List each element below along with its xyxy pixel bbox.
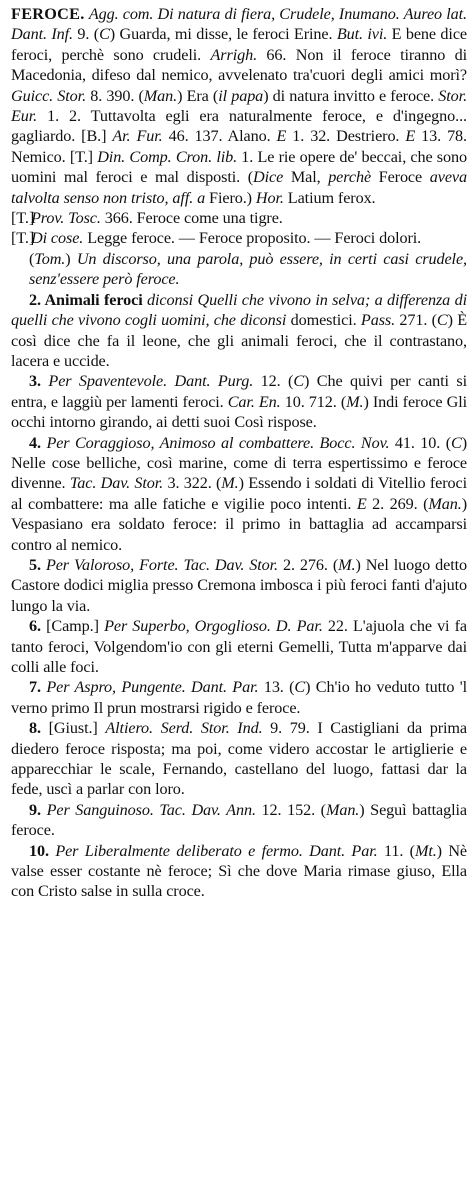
senses-list xyxy=(11,290,467,902)
example-proverb: [T.]Prov. Tosc. 366. Feroce come una tigre. xyxy=(11,209,283,228)
tommaseo-note: (Tom.) Un discorso, una parola, può essere, in certi casi crudele, senz'essere però feroce. xyxy=(29,249,467,289)
sense-2: 2. Animali feroci diconsi Quelli che vivono in selva; a differenza di quelli che vivono cogli uomini, che diconsi domestici. Pass. 271. (C) È così dice che fa il leone, che gli animali feroci, che il contrastano, lacera e uccide. xyxy=(11,290,468,370)
sense-6: 6. [Camp.] Per Superbo, Orgoglioso. D. Par. 22. L'ajuola che vi fa tanto feroci, Volgendom'io con gli eterni Gemelli, Tutta m'apparve dai colli alle foci. xyxy=(11,617,467,676)
entry-feroce xyxy=(11,4,467,208)
sense-10: 10. Per Liberalmente deliberato e fermo. Dant. Par. 11. (Mt.) Nè valse esser costante nè feroce; Sì che dove Maria rimase giuso, Ella con Cristo salse in sulla croce. xyxy=(11,841,467,901)
headword: FEROCE. xyxy=(11,5,85,23)
sense-9: 9. Per Sanguinoso. Tac. Dav. Ann. 12. 152. (Man.) Seguì battaglia feroce. xyxy=(11,800,468,840)
entry-intro: Agg. com. Di natura di fiera, Crudele, Inumano. Aureo lat. Dant. Inf. 9. (C) Guarda, mi disse, le feroci Erine. But. ivi. E bene dice feroci, perchè sono crudeli. Arrigh. 66. Non il feroce tiranno di Macedonia, difeso dal nemico, avvelenato tra'cuori degli amici morì? Guicc. Stor. 8. 390. (Man.) Era (il papa) di natura invitto e feroce. Stor. Eur. 1. 2. Tuttavolta egli era naturalmente feroce, e d'ingegno... gagliardo. [B.] Ar. Fur. 46. 137. Alano. E 1. 32. Destriero. E 13. 78. Nemico. [T.] Din. Comp. Cron. lib. 1. Le rie opere de' beccai, che sono uomini mal feroci e mal disposti. (Dice Mal, perchè Feroce aveva talvolta senso non tristo, aff. a Fiero.) Hor. Latium ferox. xyxy=(11,5,468,207)
tommaseo-examples xyxy=(11,208,467,249)
sense-3: 3. Per Spaventevole. Dant. Purg. 12. (C) Che quivi per canti si entra, e laggiù per lamenti feroci. Car. En. 10. 712. (M.) Indi feroce Gli occhi intorno girando, ai detti suoi Così rispose. xyxy=(11,372,467,432)
sense-5: 5. Per Valoroso, Forte. Tac. Dav. Stor. 2. 276. (M.) Nel luogo detto Castore dodici miglia presso Cremona imbosca i più feroci fanti d'ajuto lungo la via. xyxy=(11,555,467,615)
sense-8: 8. [Giust.] Altiero. Serd. Stor. Ind. 9. 79. I Castigliani da prima diedero feroce risposta; ma poi, come videro accostar le artiglierie e apparecchiar le scale, Fernando, castellano del luogo, fattasi dar la fede, uscì a parlar con loro. xyxy=(11,719,467,799)
sense-7: 7. Per Aspro, Pungente. Dant. Par. 13. (C) Ch'io ho veduto tutto 'l verno primo Il prun mostrarsi rigido e feroce. xyxy=(11,678,468,717)
example-di-cose: [T.]Di cose. Legge feroce. — Feroce proposito. — Feroci dolori. xyxy=(11,229,422,248)
sense-4: 4. Per Coraggioso, Animoso al combattere. Bocc. Nov. 41. 10. (C) Nelle cose belliche, così marine, come di terra espertissimo e feroce divenne. Tac. Dav. Stor. 3. 322. (M.) Essendo i soldati di Vitellio feroci al combattere: ma alle fatiche e vigilie poco intenti. E 2. 269. (Man.) Vespasiano era soldato feroce: il primo in battaglia ad accamparsi contro al nemico. xyxy=(11,433,468,554)
